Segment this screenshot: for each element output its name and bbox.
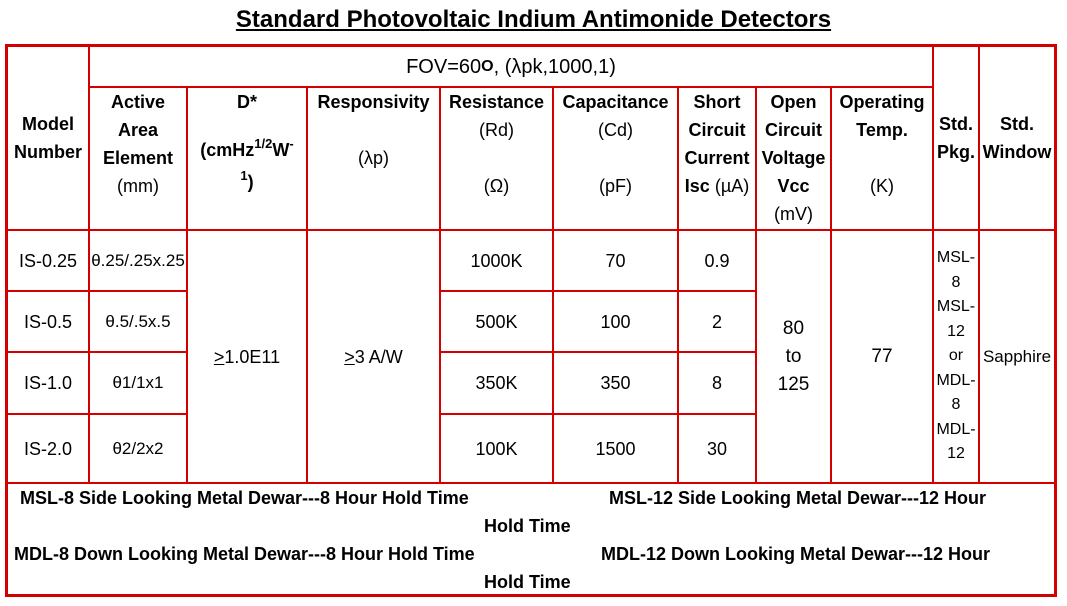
header-active-area: Active Area Element (mm): [102, 92, 174, 196]
header-short-circuit-current: Short Circuit Current Isc (µA): [684, 92, 750, 196]
header-resistance: Resistance (Rd) (Ω): [448, 92, 545, 196]
footnote-msl8: MSL-8 Side Looking Metal Dewar---8 Hour Hold Time: [20, 488, 469, 508]
model-cell: IS-0.5: [23, 311, 73, 332]
pkg-value: MSL- 8 MSL- 12 or MDL- 8 MDL- 12: [936, 249, 976, 463]
capacitance-cell: 350: [600, 373, 631, 393]
capacitance-cell: 1500: [595, 438, 636, 459]
area-cell: θ.5/.5x.5: [105, 311, 171, 331]
window-value: Sapphire: [982, 346, 1052, 366]
header-open-circuit-voltage: Open Circuit Voltage Vcc (mV): [761, 92, 826, 224]
model-cell: IS-2.0: [23, 438, 73, 459]
model-cell: IS-1.0: [23, 373, 73, 393]
footnote-mdl8: MDL-8 Down Looking Metal Dewar---8 Hour Hold Time: [14, 544, 475, 564]
capacitance-cell: 70: [605, 250, 626, 271]
resistance-cell: 100K: [475, 438, 518, 459]
header-std-window: Std. Window: [982, 114, 1052, 162]
capacitance-cell: 100: [600, 311, 631, 332]
footnote-msl12: MSL-12 Side Looking Metal Dewar---12 Hour: [609, 488, 987, 508]
header-dstar: D* (cmHz$^{1/2}$W- $^1$): [200, 92, 294, 192]
header-std-pkg: Std. Pkg.: [936, 114, 975, 162]
responsivity-value: > 3 A/W: [344, 346, 403, 367]
temp-value: 77: [871, 345, 893, 367]
page-title: Standard Photovoltaic Indium Antimonide Detectors: [235, 6, 832, 33]
area-cell: θ2/2x2: [112, 438, 164, 458]
resistance-cell: 1000K: [470, 250, 523, 271]
header-responsivity: Responsivity (λp): [317, 92, 430, 168]
header-operating-temp: Operating Temp. (K): [839, 92, 925, 196]
header-capacitance: Capacitance (Cd) (pF): [562, 92, 669, 196]
footnote-mdl12-continued: Hold Time: [484, 572, 571, 592]
dstar-value: > 1.0E11: [213, 346, 281, 367]
header-model: Model Number: [13, 114, 82, 162]
isc-cell: 30: [706, 438, 728, 459]
area-cell: θ1/1x1: [112, 373, 164, 392]
resistance-cell: 500K: [475, 311, 518, 332]
area-cell: θ.25/.25x.25: [91, 250, 185, 270]
footnote-mdl12: MDL-12 Down Looking Metal Dewar---12 Hour: [601, 544, 991, 564]
model-cell: IS-0.25: [18, 250, 78, 271]
isc-cell: 0.9: [704, 250, 730, 271]
fov-label: FOV=60 O , (λpk,1000,1): [406, 55, 616, 78]
footnote-msl12-continued: Hold Time: [484, 516, 571, 536]
voc-value: 80 to 125: [777, 317, 810, 395]
resistance-cell: 350K: [475, 373, 518, 393]
isc-cell: 2: [711, 311, 722, 332]
isc-cell: 8: [711, 373, 722, 393]
